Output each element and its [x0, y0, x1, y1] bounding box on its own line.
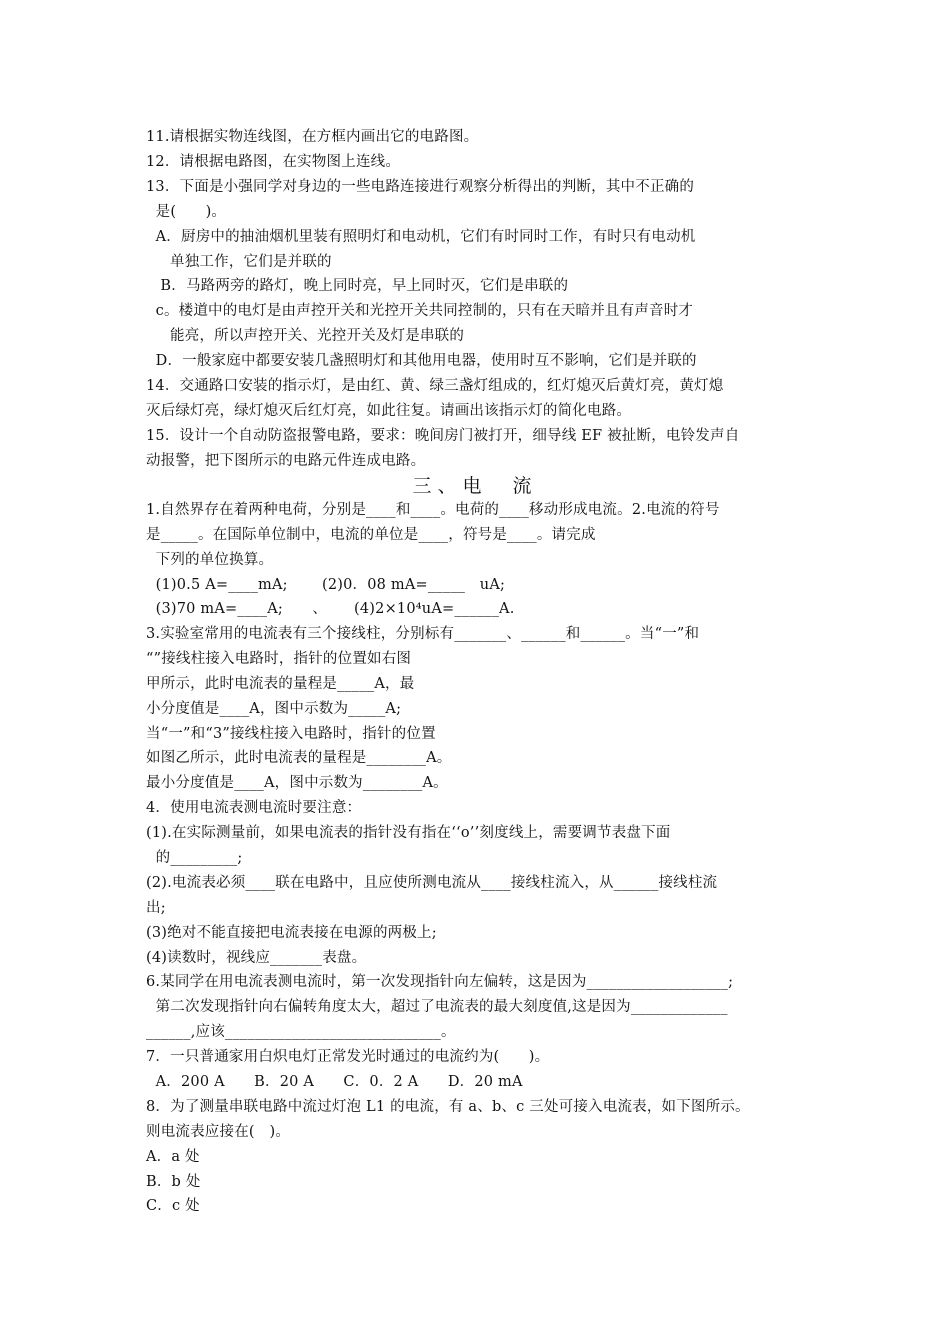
current-q4-item2-cont: 出;	[146, 900, 166, 916]
current-q6-cont1: 第二次发现指针向右偏转角度太大，超过了电流表的最大刻度值,这是因为_____________	[146, 999, 728, 1015]
current-q7-options: A．200 A B．20 A C．0．2 A D．20 mA	[146, 1074, 523, 1090]
current-q4: 4．使用电流表测电流时要注意：	[146, 800, 362, 816]
question-13-option-c-cont: 能亮，所以声控开关、光控开关及灯是串联的	[146, 328, 465, 344]
question-13-option-c: c。楼道中的电灯是由声控开关和光控开关共同控制的，只有在天暗并且有声音时才	[146, 303, 694, 319]
section-title: 三、电 流	[412, 475, 538, 497]
current-q8-cont: 则电流表应接在( )。	[146, 1124, 291, 1140]
current-q4-item1: (1).在实际测量前，如果电流表的指针没有指在‘‘o’’刻度线上，需要调节表盘下面	[146, 825, 671, 841]
current-q3-cont5: 如图乙所示，此时电流表的量程是________A。	[146, 750, 452, 766]
question-13-stem: 13．下面是小强同学对身边的一些电路连接进行观察分析得出的判断，其中不正确的	[146, 179, 695, 195]
unit-conversion-2: (3)70 mA=____A; 、 (4)2×10⁴uA=______A.	[146, 601, 515, 617]
question-15-cont: 动报警，把下图所示的电路元件连成电路。	[146, 453, 426, 469]
current-q1-cont: 是_____。在国际单位制中，电流的单位是____，符号是____。请完成	[146, 527, 596, 543]
current-q4-item4: (4)读数时，视线应_______表盘。	[146, 950, 367, 966]
current-q3-cont3: 小分度值是____A，图中示数为_____A;	[146, 701, 402, 717]
current-q3-cont4: 当“一”和“3”接线柱接入电路时，指针的位置	[146, 726, 436, 742]
current-q8-option-b: B．b 处	[146, 1174, 201, 1190]
current-q6-cont2: ______,应该_____________________________。	[146, 1024, 456, 1040]
question-11: 11.请根据实物连线图，在方框内画出它的电路图。	[146, 129, 479, 145]
question-13-option-a: A．厨房中的抽油烟机里装有照明灯和电动机，它们有时同时工作，有时只有电动机	[146, 229, 696, 245]
question-14: 14．交通路口安装的指示灯，是由红、黄、绿三盏灯组成的，红灯熄灭后黄灯亮，黄灯熄	[146, 378, 724, 394]
current-q3: 3.实验室常用的电流表有三个接线柱，分别标有_______、______和______。当“一”和	[146, 626, 700, 642]
question-14-cont: 灭后绿灯亮，绿灯熄灭后红灯亮，如此往复。请画出该指示灯的简化电路。	[146, 403, 632, 419]
current-q4-item1-cont: 的_________;	[146, 850, 243, 866]
unit-conversion-1: (1)0.5 A=____mA; (2)0．08 mA=_____ uA;	[146, 577, 506, 593]
question-13-option-d: D．一般家庭中都要安装几盏照明灯和其他用电器，使用时互不影响，它们是并联的	[146, 353, 697, 369]
current-q7: 7．一只普通家用白炽电灯正常发光时通过的电流约为( )。	[146, 1049, 550, 1065]
current-q3-cont1: “”接线柱接入电路时，指针的位置如右图	[146, 651, 412, 667]
question-15: 15．设计一个自动防盗报警电路，要求：晚间房门被打开，细导线 EF 被扯断，电铃发声自	[146, 428, 740, 444]
current-q1: 1.自然界存在着两种电荷，分别是____和____。电荷的____移动形成电流。2.电流的符号	[146, 502, 720, 518]
current-q4-item2: (2).电流表必须____联在电路中，且应使所测电流从____接线柱流入，从______接线柱流	[146, 875, 718, 891]
current-q8: 8．为了测量串联电路中流过灯泡 L1 的电流，有 a、b、c 三处可接入电流表，如下图所示。	[146, 1099, 750, 1115]
question-13-option-b: B．马路两旁的路灯，晚上同时亮，早上同时灭，它们是串联的	[146, 278, 569, 294]
current-q6: 6.某同学在用电流表测电流时，第一次发现指针向左偏转，这是因为___________________;	[146, 974, 734, 990]
current-q3-cont2: 甲所示，此时电流表的量程是_____A，最	[146, 676, 415, 692]
current-q8-option-a: A．a 处	[146, 1149, 200, 1165]
current-q4-item3: (3)绝对不能直接把电流表接在电源的两极上;	[146, 925, 437, 941]
current-q8-option-c: C．c 处	[146, 1198, 200, 1214]
question-12: 12．请根据电路图，在实物图上连线。	[146, 154, 401, 170]
current-q3-cont6: 最小分度值是____A，图中示数为________A。	[146, 775, 448, 791]
current-q1-cont2: 下列的单位换算。	[146, 552, 274, 568]
question-13-stem-cont: 是( )。	[146, 204, 227, 220]
question-13-option-a-cont: 单独工作，它们是并联的	[146, 254, 332, 270]
